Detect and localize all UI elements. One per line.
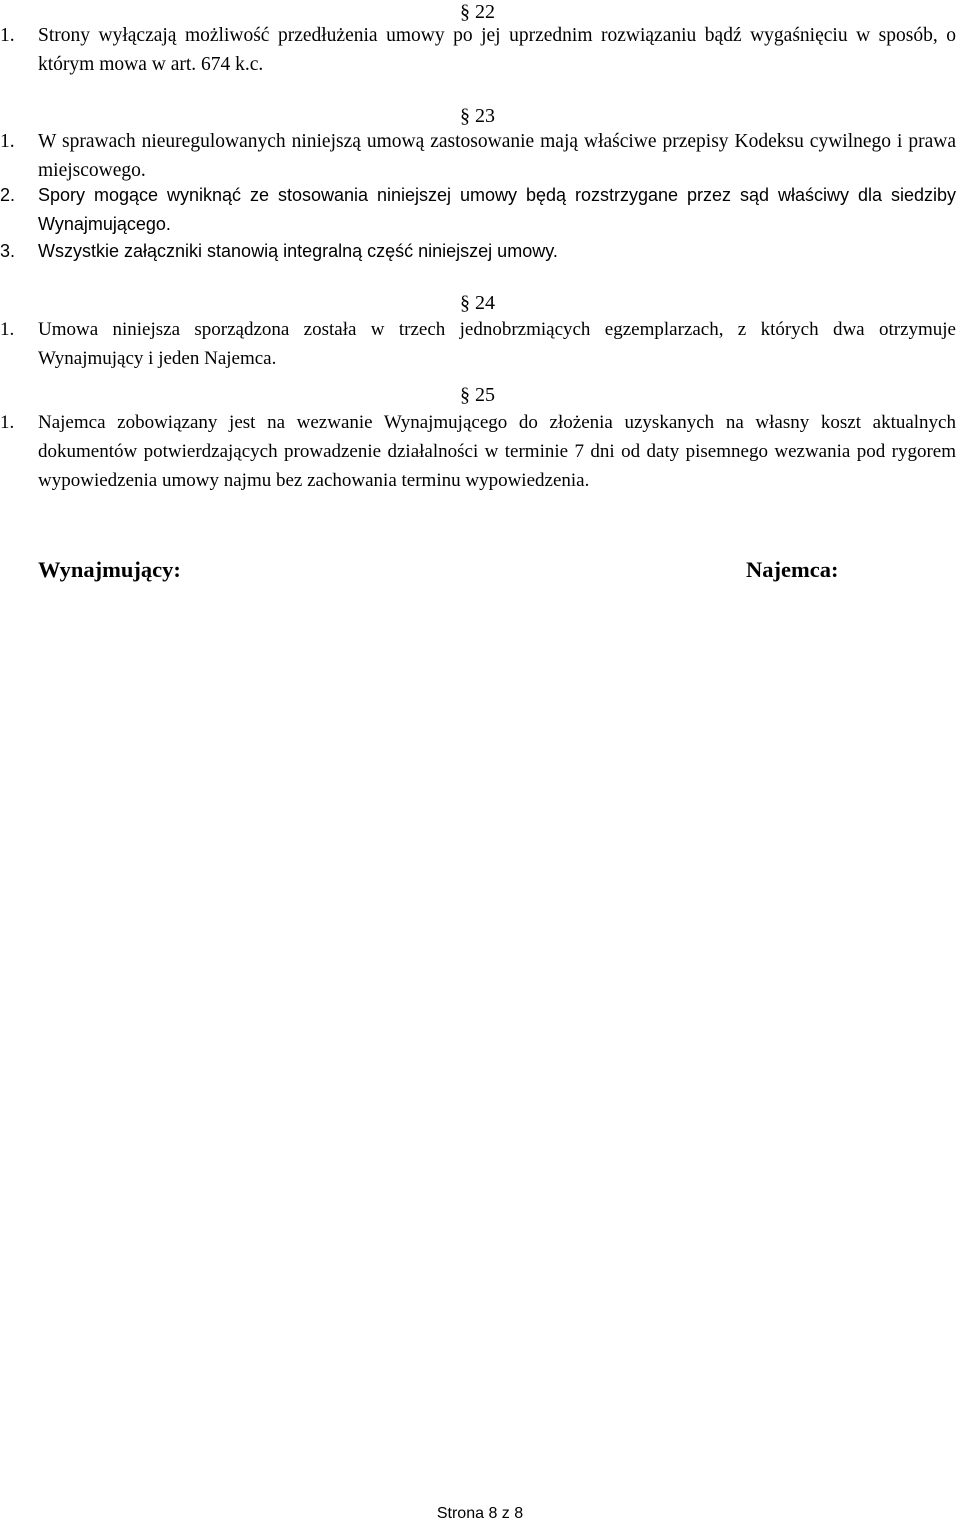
paragraph-number: 1.	[0, 25, 15, 46]
paragraph-number: 1.	[0, 319, 15, 340]
section-24-paragraph-1	[0, 315, 956, 373]
paragraph-number: 1.	[0, 412, 15, 433]
paragraph-text: Najemca zobowiązany jest na wezwanie Wynajmującego do złożenia uzyskanych na własny koszt aktualnych dokumentów potwierdzających prowadzenie działalności w terminie 7 dni od daty pisemnego wezwania pod rygorem wypowiedzenia umowy najmu bez zachowania terminu wypowiedzenia.	[38, 412, 956, 491]
paragraph-text: W sprawach nieuregulowanych niniejszą umową zastosowanie mają właściwe przepisy Kodeksu cywilnego i prawa miejscowego.	[38, 131, 956, 181]
section-23-paragraph-1	[0, 127, 956, 185]
signature-label-tenant: Najemca:	[746, 557, 839, 582]
section-23-paragraph-3	[0, 237, 956, 266]
paragraph-text: Strony wyłączają możliwość przedłużenia umowy po jej uprzednim rozwiązaniu bądź wygaśnięciu w sposób, o którym mowa w art. 674 k.c.	[38, 25, 956, 75]
section-23-paragraph-2	[0, 181, 956, 239]
paragraph-number: 1.	[0, 131, 15, 152]
page-number-footer: Strona 8 z 8	[436, 1505, 524, 1522]
paragraph-text: Umowa niniejsza sporządzona została w trzech jednobrzmiących egzemplarzach, z których dwa otrzymuje Wynajmujący i jeden Najemca.	[38, 319, 956, 369]
section-mark-24: § 24	[460, 292, 495, 314]
paragraph-text: Wszystkie załączniki stanowią integralną część niniejszej umowy.	[38, 241, 558, 261]
section-mark-23: § 23	[460, 105, 495, 127]
signature-label-landlord: Wynajmujący:	[38, 557, 181, 582]
section-mark-25: § 25	[460, 384, 495, 406]
section-22-paragraph-1	[0, 21, 956, 79]
paragraph-number: 2.	[0, 185, 16, 205]
section-25-paragraph-1	[0, 408, 956, 495]
paragraph-number: 3.	[0, 241, 16, 261]
paragraph-text: Spory mogące wyniknąć ze stosowania niniejszej umowy będą rozstrzygane przez sąd właściwy dla siedziby Wynajmującego.	[38, 185, 956, 234]
section-mark-22: § 22	[460, 1, 495, 23]
